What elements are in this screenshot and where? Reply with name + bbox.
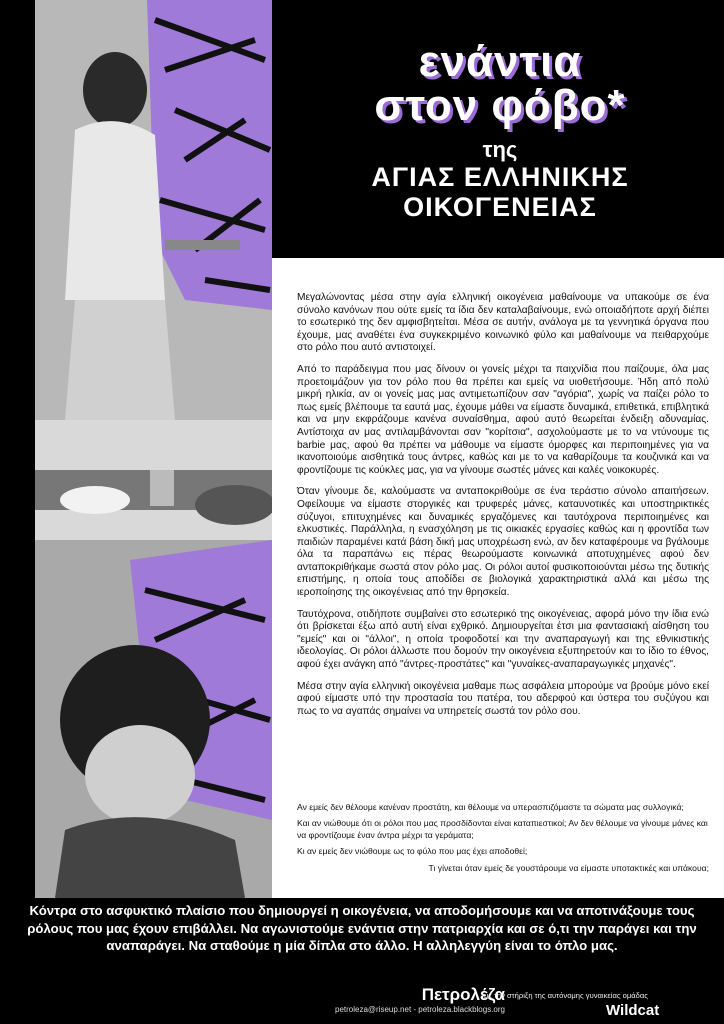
title-line-1: ενάντια bbox=[418, 37, 582, 86]
paragraph-4: Ταυτόχρονα, οτιδήποτε συμβαίνει στο εσωτερικό της οικογένειας, αφορά μόνο την ίδια ενώ ότι βρίσκεται έξω από αυτή είναι εχθρικό. Δημιουργείται έτσι μια φαντασιακή αίσθηση του "εμείς" και οι "άλλοι", η οποία τροφοδοτεί και την αναπαραγωγή και της εθνικιστικής ιδεολογίας. Οι ρόλοι άλλωστε που δομούν την οικογένεια εξυπηρετούν και το ίδιο το έθνος, αφού έχει ανάγκη από "άντρες-προστάτες" και "γυναίκες-αναπαραγωγικές μηχανές". bbox=[297, 608, 709, 671]
support-note: με την στήριξη της αυτόνομης γυναικείας ομάδας bbox=[484, 991, 648, 1000]
closing-question-2: Και αν νιώθουμε ότι οι ρόλοι που μας προσδίδονται είναι καταπιεστικοί; Αν δεν θέλουμε να γίνουμε μάνες και να φροντίζουμε έναν άντρα μέχρι τα γεράματα; bbox=[297, 818, 708, 840]
paragraph-2: Από το παράδειγμα που μας δίνουν οι γονείς μέχρι τα παιχνίδια που παίζουμε, όλα μας προετοιμάζουν για τον ρόλο που θα πρέπει και εμείς να υιοθετήσουμε. Ήδη από πολύ μικρή ηλικία, αν οι γονείς μας μας αντιμετωπίζουν σαν "αγόρια", χωρίς να παίζει ρόλο το πως εμείς βλέπουμε τα εαυτά μας, έχουμε μάθει να είμαστε δυναμικά, επιθετικά, επιβλητικά και να μην εκφράζουμε κανένα συναίσθημα, αφού αυτό θεωρείται ένδειξη αδυναμίας. Αντίστοιχα αν μας αντιλαμβάνονται σαν "κορίτσια", ασχολούμαστε με το να ντύνουμε τις barbie μας, αφού θα πρέπει να μάθουμε να είμαστε όμορφες και περιποιημένες για να ικανοποιούμε αισθητικά τους άντρες, καθώς και με το να καθαρίζουμε τα κουζινικά και να φροντίζουμε τις κούκλες μας, για να γίνουμε σωστές μάνες και καλές νοικοκυρές. bbox=[297, 363, 709, 476]
title-sub-1: ΑΓΙΑΣ ΕΛΛΗΝΙΚΗΣ bbox=[371, 162, 629, 192]
title-small: της bbox=[482, 137, 518, 162]
title-block bbox=[290, 37, 710, 222]
left-border bbox=[0, 0, 35, 900]
contact-email: petroleza@riseup.net - petroleza.blackblogs.org bbox=[335, 1005, 505, 1014]
paragraph-1: Μεγαλώνοντας μέσα στην αγία ελληνική οικογένεια μαθαίνουμε να υπακούμε σε ένα σύνολο κανόνων που ούτε εμείς τα ίδια δεν καταλαβαίνουμε, ενώ οποιαδήποτε αρχή διέπει το εσωτερικό της δεν αμφισβητείται. Μέσα σε αυτήν, ανάλογα με τα γεννητικά όργανα που έχουμε, μας αναθέτει ένα συγκεκριμένο κοινωνικό φύλο και μαθαίνουμε να πειθαρχούμε στο ρόλο που αυτό αντιστοιχεί. bbox=[297, 292, 709, 354]
closing-question-4: Τι γίνεται όταν εμείς δε γουστάρουμε να είμαστε υποτακτικές και υπάκουα; bbox=[428, 862, 709, 873]
paragraph-3: Όταν γίνουμε δε, καλούμαστε να ανταποκριθούμε σε ένα τεράστιο σύνολο απαιτήσεων. Οφείλουμε να είμαστε στοργικές και τρυφερές μάνες, καταυνοτικές και υποστηρικτικές σύζυγοι, επιτυχημένες και δυναμικές εργαζόμενες και ταυτόχρονα περιποιημένες και ελκυστικές. Παράλληλα, η ενασχόληση με τις οικιακές εργασίες καθώς και η φροντίδα των παιδιών παραμένει κατά βάση δική μας υποχρέωση ενώ, αν δεν καταφέρουμε να βγάλουμε όλα τα παραπάνω εις πέρας θεωρούμαστε κοινωνικά αποτυχημένες αφού δεν ανταποκριθήκαμε σωστά στον ρόλο μας. Οι ρόλοι αυτοί φυσικοποιούνται μέσω της δυτικής επιστήμης, η οποία τους αποδίδει σε βιολογικά χαρακτηριστικά αλλά και μέσω της ιεροποίησης της οικογένειας από την θρησκεία. bbox=[297, 486, 709, 599]
photo-collage bbox=[35, 0, 272, 898]
closing-question-1: Αν εμείς δεν θέλουμε κανέναν προστάτη, και θέλουμε να υπερασπιζόμαστε τα σώματα μας συλλογικά; bbox=[297, 802, 684, 812]
paragraph-5: Μέσα στην αγία ελληνική οικογένεια μαθαμε πως ασφάλεια μπορούμε να βρούμε μόνο εκεί αφού είμαστε υπό την προστασία του πατέρα, του αδερφού και ύστερα του συζύγου και πως το να αγαπάς σημαίνει να υπηρετείς σωστά τον ρόλο σου. bbox=[297, 680, 709, 717]
brand-petroleza: Πετρολέζα bbox=[421, 985, 505, 1004]
call-to-action-banner: Κόντρα στο ασφυκτικό πλαίσιο που δημιουργεί η οικογένεια, να αποδομήσουμε και να αποτινάξουμε τους ρόλους που μας έχουν επιβάλλει. Να αγωνιστούμε ενάντια στην πατριαρχία και σε ό,τι την παράγει και την αναπαράγει. Να σταθούμε η μία δίπλα στο άλλο. Η αλληλεγγύη είναι το όπλο μας. bbox=[27, 903, 697, 953]
closing-questions bbox=[297, 802, 709, 879]
title-sub-2: ΟΙΚΟΓΕΝΕΙΑΣ bbox=[403, 192, 597, 222]
footer-left bbox=[335, 985, 505, 1014]
title-line-2: στον φόβο* bbox=[374, 81, 626, 130]
brand-wildcat: Wildcat bbox=[606, 1002, 660, 1019]
body-text bbox=[297, 292, 709, 727]
closing-question-3: Κι αν εμείς δεν νιώθουμε ως το φύλο που μας έχει αποδοθεί; bbox=[297, 846, 528, 857]
